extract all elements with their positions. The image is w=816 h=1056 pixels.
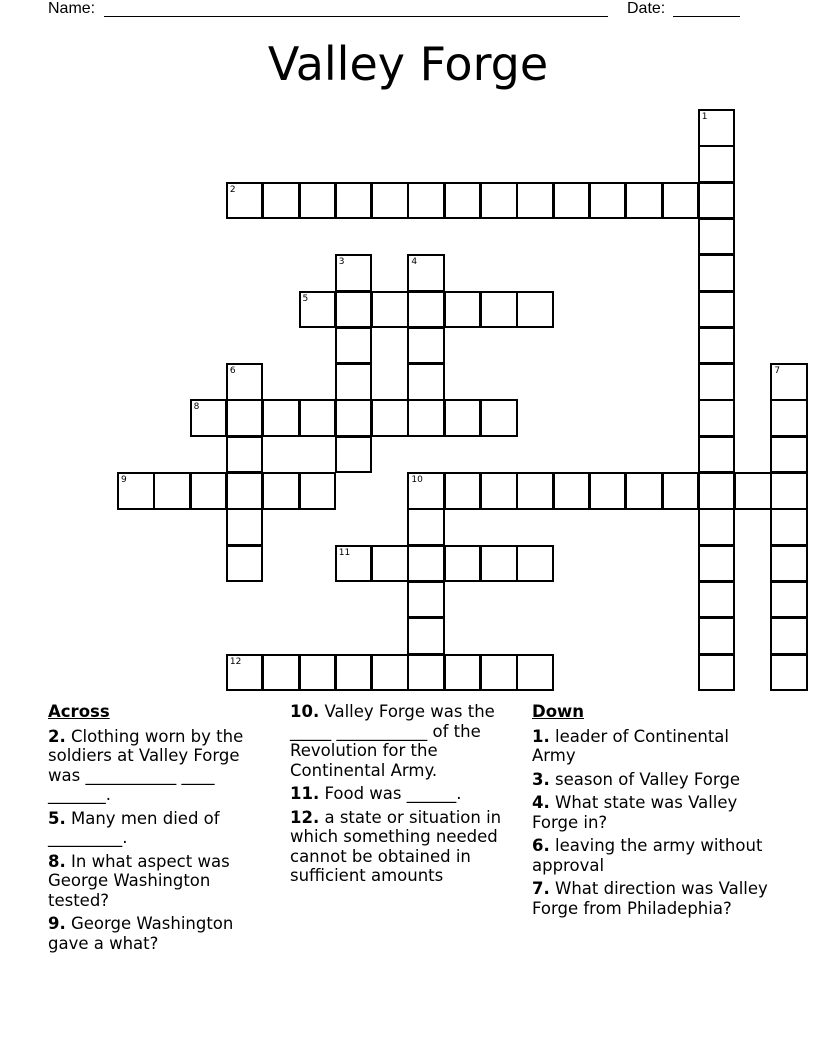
grid-cell[interactable] bbox=[770, 545, 808, 583]
grid-cell[interactable] bbox=[407, 327, 445, 365]
grid-cell[interactable] bbox=[698, 654, 736, 692]
grid-cell[interactable] bbox=[262, 654, 300, 692]
clue-number: 4. bbox=[532, 793, 550, 812]
cell-number: 11 bbox=[338, 547, 351, 558]
down-heading: Down bbox=[532, 702, 585, 721]
grid-cell[interactable] bbox=[335, 654, 373, 692]
grid-cell[interactable] bbox=[698, 327, 736, 365]
grid-cell[interactable] bbox=[698, 363, 736, 401]
cell-number: 12 bbox=[229, 656, 242, 667]
clue-number: 2. bbox=[48, 726, 66, 746]
clue-number: 3. bbox=[532, 769, 550, 789]
clue-text: What state was Valley Forge in? bbox=[532, 793, 738, 832]
grid-cell[interactable] bbox=[480, 182, 518, 220]
grid-cell[interactable] bbox=[407, 363, 445, 401]
grid-cell[interactable] bbox=[444, 399, 482, 437]
grid-cell[interactable] bbox=[553, 472, 591, 510]
grid-cell[interactable] bbox=[299, 472, 337, 510]
across-clues bbox=[48, 702, 273, 957]
grid-cell[interactable] bbox=[299, 182, 337, 220]
grid-cell[interactable] bbox=[407, 291, 445, 329]
grid-cell[interactable] bbox=[226, 508, 264, 546]
grid-cell[interactable] bbox=[335, 291, 373, 329]
cell-number: 10 bbox=[411, 475, 423, 485]
grid-cell[interactable] bbox=[407, 654, 445, 692]
grid-cell[interactable] bbox=[262, 399, 300, 437]
grid-cell[interactable] bbox=[480, 654, 518, 692]
grid-cell[interactable] bbox=[770, 617, 808, 655]
clue-number: 6. bbox=[532, 836, 550, 855]
clue-text: George Washington gave a what? bbox=[48, 914, 234, 953]
clue-item bbox=[48, 914, 273, 953]
grid-cell[interactable] bbox=[335, 254, 373, 292]
cell-number: 8 bbox=[193, 402, 200, 413]
grid-cell[interactable] bbox=[299, 399, 337, 437]
grid-cell[interactable] bbox=[516, 472, 554, 510]
grid-cell[interactable] bbox=[698, 581, 736, 619]
cell-number: 5 bbox=[302, 293, 309, 304]
clue-text: Food was ______. bbox=[324, 784, 462, 803]
grid-cell[interactable] bbox=[698, 436, 736, 474]
clue-number: 1. bbox=[532, 726, 550, 746]
grid-cell[interactable] bbox=[698, 617, 736, 655]
grid-cell[interactable] bbox=[516, 654, 554, 692]
grid-cell[interactable] bbox=[407, 182, 445, 220]
clue-text: leaving the army without approval bbox=[532, 836, 763, 875]
grid-cell[interactable] bbox=[371, 291, 409, 329]
clue-item bbox=[48, 727, 273, 805]
grid-cell[interactable] bbox=[262, 182, 300, 220]
grid-cell[interactable] bbox=[226, 399, 264, 437]
grid-cell[interactable] bbox=[299, 654, 337, 692]
cell-number: 4 bbox=[411, 257, 418, 268]
clue-number: 5. bbox=[48, 808, 66, 828]
clue-item bbox=[290, 784, 526, 804]
grid-cell[interactable] bbox=[153, 472, 191, 510]
grid-cell[interactable] bbox=[117, 472, 155, 510]
grid-cell[interactable] bbox=[371, 399, 409, 437]
grid-cell[interactable] bbox=[371, 545, 409, 583]
grid-cell[interactable] bbox=[226, 654, 264, 692]
clue-number: 10. bbox=[290, 702, 320, 721]
grid-cell[interactable] bbox=[698, 291, 736, 329]
grid-cell[interactable] bbox=[698, 145, 736, 183]
clue-text: Valley Forge was the _____ ___________ of the Revolution for the Continental Army. bbox=[290, 702, 495, 780]
page-title: Valley Forge bbox=[267, 37, 549, 91]
cell-number: 2 bbox=[229, 184, 236, 195]
grid-cell[interactable] bbox=[516, 291, 554, 329]
grid-cell[interactable] bbox=[662, 472, 700, 510]
grid-cell[interactable] bbox=[444, 472, 482, 510]
grid-cell[interactable] bbox=[698, 218, 736, 256]
grid-cell[interactable] bbox=[407, 254, 445, 292]
clue-item bbox=[532, 879, 768, 918]
grid-cell[interactable] bbox=[299, 291, 337, 329]
grid-cell[interactable] bbox=[335, 363, 373, 401]
across-clues-continued bbox=[290, 702, 526, 890]
grid-cell[interactable] bbox=[226, 545, 264, 583]
grid-cell[interactable] bbox=[444, 654, 482, 692]
grid-cell[interactable] bbox=[516, 545, 554, 583]
grid-cell[interactable] bbox=[698, 545, 736, 583]
grid-cell[interactable] bbox=[770, 436, 808, 474]
grid-cell[interactable] bbox=[262, 472, 300, 510]
grid-cell[interactable] bbox=[407, 581, 445, 619]
grid-cell[interactable] bbox=[553, 182, 591, 220]
grid-cell[interactable] bbox=[770, 363, 808, 401]
grid-cell[interactable] bbox=[480, 291, 518, 329]
grid-cell[interactable] bbox=[407, 617, 445, 655]
grid-cell[interactable] bbox=[734, 472, 772, 510]
clue-item bbox=[532, 770, 768, 790]
clue-number: 9. bbox=[48, 914, 66, 933]
clue-item bbox=[48, 852, 273, 911]
grid-cell[interactable] bbox=[480, 545, 518, 583]
grid-cell[interactable] bbox=[589, 472, 627, 510]
name-label: Name: bbox=[48, 0, 96, 17]
clue-number: 12. bbox=[290, 807, 320, 827]
clue-text: What direction was Valley Forge from Philadephia? bbox=[532, 879, 768, 918]
clue-number: 7. bbox=[532, 879, 550, 898]
grid-cell[interactable] bbox=[190, 399, 228, 437]
grid-cell[interactable] bbox=[371, 654, 409, 692]
cell-number: 3 bbox=[338, 257, 345, 268]
down-clues bbox=[532, 702, 768, 922]
clue-item bbox=[532, 836, 768, 875]
grid-cell[interactable] bbox=[226, 472, 264, 510]
clue-item bbox=[532, 727, 768, 766]
cell-number: 9 bbox=[121, 475, 127, 485]
grid-cell[interactable] bbox=[444, 545, 482, 583]
clue-text: In what aspect was George Washington tested? bbox=[48, 851, 230, 910]
grid-cell[interactable] bbox=[190, 472, 228, 510]
grid-cell[interactable] bbox=[625, 182, 663, 220]
grid-cell[interactable] bbox=[770, 399, 808, 437]
grid-cell[interactable] bbox=[589, 182, 627, 220]
grid-cell[interactable] bbox=[335, 182, 373, 220]
grid-cell[interactable] bbox=[698, 508, 736, 546]
date-label: Date: bbox=[627, 0, 666, 17]
grid-cell[interactable] bbox=[335, 399, 373, 437]
across-heading: Across bbox=[48, 702, 110, 721]
clue-item bbox=[532, 793, 768, 832]
grid-cell[interactable] bbox=[335, 327, 373, 365]
clue-item bbox=[290, 808, 526, 886]
clue-text: leader of Continental Army bbox=[532, 726, 730, 765]
grid-cell[interactable] bbox=[770, 472, 808, 510]
grid-cell[interactable] bbox=[480, 472, 518, 510]
cell-number: 6 bbox=[229, 366, 236, 377]
grid-cell[interactable] bbox=[698, 182, 736, 220]
grid-cell[interactable] bbox=[698, 472, 736, 510]
clue-text: a state or situation in which something needed cannot be obtained in sufficient amounts bbox=[290, 807, 502, 885]
grid-cell[interactable] bbox=[770, 508, 808, 546]
cell-number: 1 bbox=[701, 112, 708, 122]
clue-text: Many men died of _________. bbox=[48, 808, 220, 847]
clue-number: 11. bbox=[290, 784, 320, 803]
grid-cell[interactable] bbox=[480, 399, 518, 437]
clue-item bbox=[290, 702, 526, 780]
grid-cell[interactable] bbox=[444, 291, 482, 329]
grid-cell[interactable] bbox=[444, 182, 482, 220]
grid-cell[interactable] bbox=[371, 182, 409, 220]
grid-cell[interactable] bbox=[335, 545, 373, 583]
grid-cell[interactable] bbox=[516, 182, 554, 220]
grid-cell[interactable] bbox=[226, 363, 264, 401]
grid-cell[interactable] bbox=[335, 436, 373, 474]
grid-cell[interactable] bbox=[407, 472, 445, 510]
clue-item bbox=[48, 809, 273, 848]
grid-cell[interactable] bbox=[662, 182, 700, 220]
grid-cell[interactable] bbox=[625, 472, 663, 510]
grid-cell[interactable] bbox=[407, 545, 445, 583]
grid-cell[interactable] bbox=[698, 109, 736, 147]
clue-number: 8. bbox=[48, 851, 66, 871]
clue-text: Clothing worn by the soldiers at Valley Forge was ___________ ____ _______. bbox=[48, 726, 244, 804]
grid-cell[interactable] bbox=[226, 182, 264, 220]
grid-cell[interactable] bbox=[698, 399, 736, 437]
grid-cell[interactable] bbox=[226, 436, 264, 474]
grid-cell[interactable] bbox=[407, 508, 445, 546]
clue-text: season of Valley Forge bbox=[555, 769, 740, 789]
grid-cell[interactable] bbox=[698, 254, 736, 292]
grid-cell[interactable] bbox=[770, 581, 808, 619]
cell-number: 7 bbox=[774, 366, 781, 377]
grid-cell[interactable] bbox=[770, 654, 808, 692]
grid-cell[interactable] bbox=[407, 399, 445, 437]
